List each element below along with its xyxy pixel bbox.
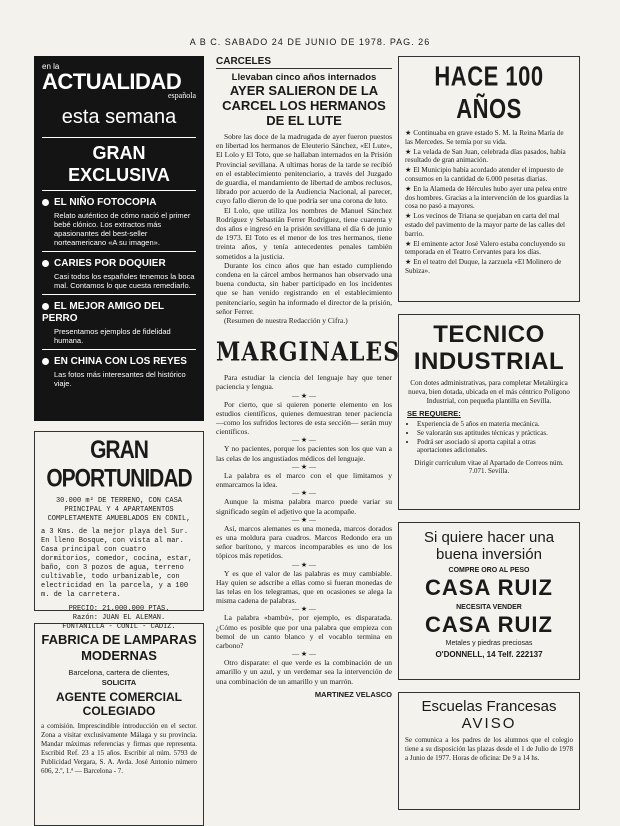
divider [42, 294, 196, 295]
lamparas-solicita: SOLICITA [101, 678, 137, 687]
actualidad-item-desc: Casi todos los españoles tenemos la boca mal. Contamos lo que cuesta remediarlo. [54, 272, 195, 290]
article-kicker: Llevaban cinco años internados [231, 72, 377, 83]
hace-title: HACE 100 AÑOS [434, 60, 544, 125]
list-item: • Se valorarán sus aptitudes técnicas y prácticas. [417, 429, 571, 438]
oportunidad-address: FONTANILLA - CONIL - CADIZ. [62, 623, 176, 631]
ruiz-headline: Si quiere hacer una buena inversión [423, 529, 555, 563]
oportunidad-body: a 3 Kms. de la mejor playa del Sur. En lleno Bosque, con vista al mar. Casa principal con cuatro dormitorios, comedor, cocina, estar, baño, con 3 pozos de agua, terreno cultivable, todo urbanizable, con electricidad en la parcela, y a 100 m. de la carretera. [41, 528, 193, 599]
hace-item: ★ El Municipio había acordado atender el impuesto de consumos en la cantidad de 6.000 pesetas diarias. [405, 166, 564, 183]
star-divider-icon: — ★ — [292, 515, 316, 524]
marginales-entry: La palabra es el marco con el que limitamos y enmarcamos la idea. [216, 470, 392, 490]
article-paragraph: Durante los cinco años que han estado cumpliendo condena en la cárcel ambos hermanos han observado una buena conducta, sin haber participado en los incidentes que se han venido registrando en el establecimiento penitenciario, según ha informado el director de la prisión, señor Ferrer. [216, 260, 392, 316]
ruiz-compre: COMPRE ORO AL PESO [448, 567, 530, 574]
article-headline: AYER SALIERON DE LA CARCEL LOS HERMANOS DE EL LUTE [222, 83, 386, 128]
marginales-entry: Y no pacientes, porque los pacientes son los que van a las celas de los angustiados médicos del lenguaje. [216, 444, 392, 463]
middle-column [216, 56, 401, 699]
star-divider-icon: — ★ — [292, 605, 316, 614]
star-divider-icon: — ★ — [292, 391, 316, 400]
divider [42, 137, 196, 138]
ruiz-name: CASA RUIZ [425, 612, 553, 637]
marginales-entry: Y es que el valor de las palabras es muy cambiable. Hay quien se adscribe a ellas como si fueran monedas de las telas en los telegramas, que en ocasiones se alega la misma cadena de palabras. [216, 568, 392, 606]
marginales-entry: La palabra «bambú», por ejemplo, es disparatada. ¿Cómo es posible que por una palabra que empieza con bemol de un canto blanco y el vocablo termina en carbono? [216, 613, 392, 650]
tecnico-intro: Con dotes administrativas, para completar Metalúrgica nueva, bien dotada, ubicada en el más céntrico Polígono Industrial, con pequeña plantilla en Sevilla. [408, 379, 570, 405]
escuelas-aviso: AVISO [461, 715, 517, 732]
tecnico-footer: Dirigir currículum vitae al Apartado de Correos núm. 7.071. Sevilla. [414, 458, 564, 476]
hace-item: ★ En el teatro del Duque, la zarzuela «El Molinero de Subiza». [405, 258, 562, 275]
divider [42, 251, 196, 252]
actualidad-ad [34, 56, 204, 421]
lamparas-sub: Barcelona, cartera de clientes, [68, 668, 170, 677]
actualidad-item-desc: Las fotos más interesantes del histórico viaje. [54, 370, 186, 388]
actualidad-logo: ACTUALIDAD [42, 69, 182, 94]
marginales-entry: Por cierto, que si quieren ponerte elemento en los estudios científicos, quienes demuestran tener paciencia —como los sufridos lectores de esta sección— serán muy científicos. [216, 399, 392, 437]
hace-item: ★ El eminente actor José Valero estaba concluyendo su temporada en el Teatro Cervantes para los días. [405, 239, 566, 257]
lamparas-body: a comisión. Imprescindible introducción en el sector. Zona a visitar exclusivamente Málaga y su provincia. Mandar máximas referencias y firmas que representa. Escribid Ref. 23 a 15 años. Escribir al núm. 5793 de Publicidad Vergara, S. A. Avda. José Antonio número 606, 2.º, 1.ª — Barcelona - 7. [41, 722, 197, 775]
actualidad-item-title: CARIES POR DOQUIER [54, 258, 166, 269]
actualidad-item-title: EL NIÑO FOTOCOPIA [54, 197, 157, 208]
list-item: • Experiencia de 5 años en materia mecánica. [417, 420, 571, 429]
right-column [398, 56, 580, 810]
star-divider-icon: — ★ — [292, 650, 316, 659]
hace-item: ★ Continuaba en grave estado S. M. la Reina María de las Mercedes. Se temía por su vida. [405, 129, 564, 146]
lamparas-ad [34, 623, 204, 826]
tecnico-title: TECNICO INDUSTRIAL [413, 321, 565, 375]
marginales-entry: Así, marcos alemanes es una moneda, marcos dorados es una moldura para cuadros. Marcos Redondo era un señor barítono, y marcos incomparables es uno de los tópicos más repetidos. [216, 523, 392, 561]
marginales-entry: Para estudiar la ciencia del lenguaje hay que tener paciencia y lengua. [216, 373, 392, 392]
star-divider-icon: — ★ — [292, 560, 316, 569]
marginales-signature: MARTINEZ VELASCO [314, 689, 392, 699]
page-header: A B C. SABADO 24 DE JUNIO DE 1978. PAG. 26 [189, 37, 431, 47]
divider [42, 349, 196, 350]
actualidad-item-desc: Relato auténtico de cómo nació el primer bebé clónico. Los extractos más apasionantes del best-seller norteamericano «A su imagen». [54, 211, 191, 247]
ruiz-address: O'DONNELL, 14 Telf. 222137 [435, 650, 543, 659]
oportunidad-ad [34, 431, 204, 631]
section-label: CARCELES [216, 56, 392, 69]
actualidad-item-title: EN CHINA CON LOS REYES [54, 356, 187, 367]
left-column [34, 56, 204, 826]
lamparas-title: FABRICA DE LAMPARAS MODERNAS [41, 632, 197, 663]
marginales-body [216, 373, 392, 698]
actualidad-item [42, 356, 196, 388]
hace-item: ★ La velada de San Juan, celebrada días pasados, había resultado de gran animación. [405, 147, 566, 165]
actualidad-week: esta semana [61, 106, 177, 128]
tecnico-ad [398, 314, 580, 510]
article-body [216, 132, 392, 325]
star-divider-icon: — ★ — [292, 436, 316, 445]
bullet-icon [42, 260, 49, 267]
marginales-title: MARGINALES [216, 336, 401, 368]
ruiz-name: CASA RUIZ [425, 575, 553, 600]
actualidad-logo-sub: española [168, 91, 196, 100]
hace-item: ★ Los vecinos de Triana se quejaban en carta del mal estado del pavimento de la mayor parte de las calles del barrio. [405, 212, 566, 238]
tecnico-requirements [407, 420, 571, 454]
actualidad-supertitle: en la [42, 62, 60, 71]
article-paragraph: Sobre las doce de la madrugada de ayer fueron puestos en libertad los hermanos de Eleuterio Sánchez, «El Lute», El Lolo y El Toto, que se hallaban internados en la Prisión Provincial sevillana. A ultimas horas de la tarde se recibió en el establecimiento penitenciario, a través del Juzgado de guardia, el mandamiento de libertad de ambos reclusos, librado por acuerdo de la Audiencia Nacional, al parecer, cuyo fallo dieron de lo que podría ser una corona de luto. [216, 132, 392, 206]
bullet-icon [42, 358, 49, 365]
actualidad-exclusive: GRAN EXCLUSIVA [68, 143, 170, 185]
marginales-entry: Aunque la misma palabra marco puede variar su significado según el adjetivo que la acompañe. [216, 497, 392, 516]
ruiz-ad [398, 522, 580, 680]
actualidad-item-title: EL MEJOR AMIGO DEL PERRO [42, 301, 164, 324]
divider [42, 190, 196, 191]
hace-100-anos [398, 56, 580, 302]
actualidad-item-desc: Presentamos ejemplos de fidelidad humana. [54, 327, 171, 345]
article-paragraph: (Resumen de nuestra Redacción y Cifra.) [224, 316, 348, 326]
tecnico-req-label: SE REQUIERE: [407, 409, 461, 419]
list-item: • Podrá ser asociado si aporta capital a otras aportaciones adicionales. [417, 438, 571, 455]
hace-item: ★ En la Alameda de Hércules hubo ayer una pelea entre dos hombres. Gracias a la intervención de los guardias la cosa no pasó a mayores. [405, 184, 569, 211]
actualidad-item [42, 258, 196, 290]
star-divider-icon: — ★ — [292, 489, 316, 498]
escuelas-ad [398, 692, 580, 810]
actualidad-item [42, 197, 196, 247]
oportunidad-lead: 30.000 m² DE TERRENO, CON CASA PRINCIPAL Y 4 APARTAMENTOS COMPLETAMENTE AMUEBLADOS EN CONIL, [47, 497, 191, 523]
article-paragraph: El Lolo, que utiliza los nombres de Manuel Sánchez Rodríguez y Sebastián Ferrer Rodríguez, tiene cuarenta y dos años e ingresó en la prisión sevillana el día 6 de junio de 1973. El Toto es el menor de los tres hermanos, tiene treinta años, y tenía antecedentes penales también sometidos a la justicia. [216, 205, 392, 261]
ruiz-metals: Metales y piedras preciosas [445, 640, 533, 647]
oportunidad-title: GRAN OPORTUNIDAD [46, 436, 192, 493]
oportunidad-price: PRECIO: 21.000.000 PTAS. [68, 605, 170, 613]
star-divider-icon: — ★ — [292, 462, 316, 471]
marginales-entry: Otro disparate: el que verde es la combinación de un amarillo y un azul, y un verdemar sea la intervención de una combinación de un amarillo y un marrón. [216, 658, 392, 686]
lamparas-agent: AGENTE COMERCIAL COLEGIADO [56, 690, 182, 718]
oportunidad-contact: Razón: JUAN EL ALEMAN. [72, 614, 166, 622]
ruiz-vender: NECESITA VENDER [456, 604, 522, 611]
escuelas-title: Escuelas Francesas [421, 698, 557, 715]
bullet-icon [42, 199, 49, 206]
bullet-icon [42, 303, 49, 310]
actualidad-item [42, 301, 196, 345]
escuelas-body: Se comunica a los padres de los alumnos que el colegio tiene a su disposición las plazas desde el 1 de Julio de 1978 a Junio de 1977. Horas de oficina: De 9 a 14 hs. [405, 736, 573, 762]
